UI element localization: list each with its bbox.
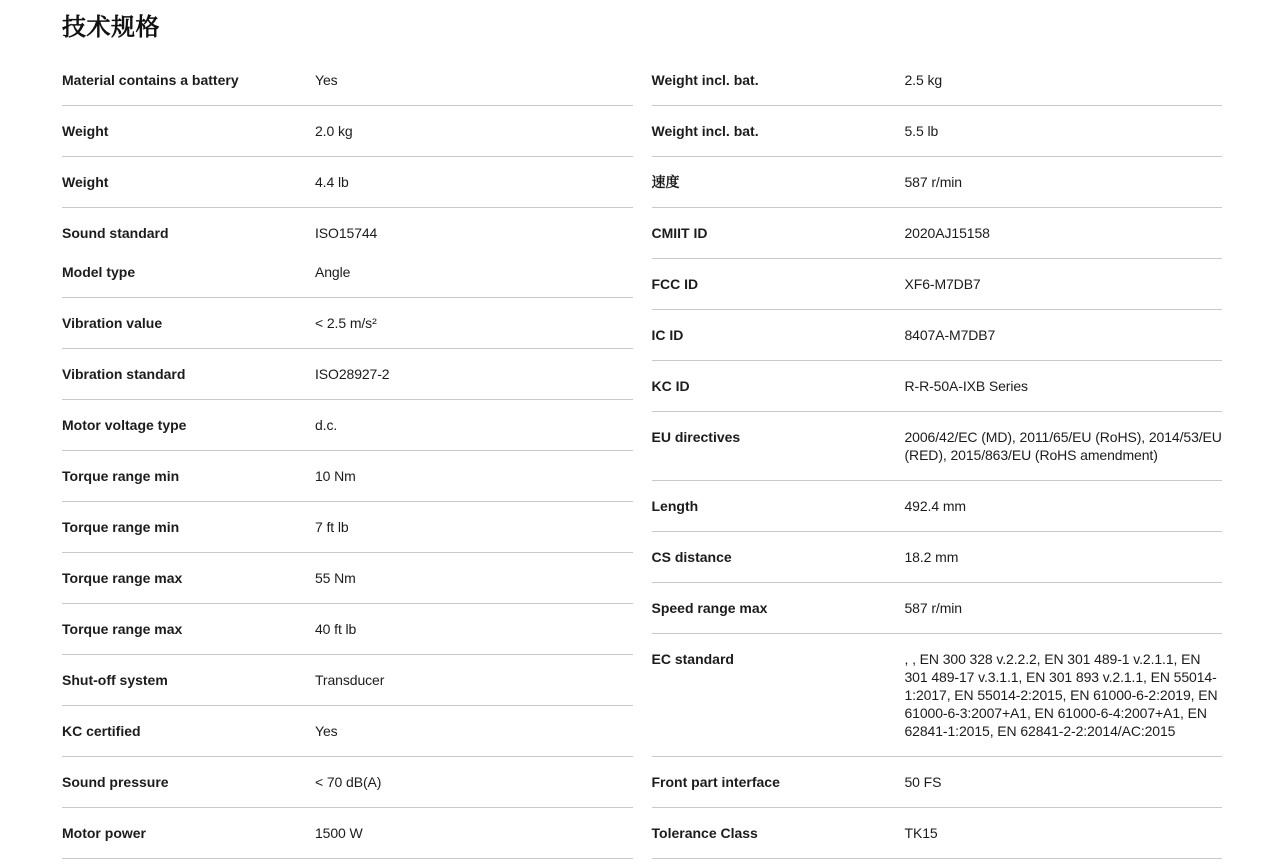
- spec-label: CMIIT ID: [651, 225, 708, 241]
- spec-value: XF6-M7DB7: [904, 276, 981, 292]
- spec-label: Sound standard: [62, 225, 169, 241]
- spec-row: [652, 634, 1223, 757]
- spec-row: [652, 310, 1223, 361]
- spec-label: Torque range min: [62, 468, 180, 484]
- spec-value: 492.4 mm: [904, 498, 966, 514]
- spec-value: 587 r/min: [904, 174, 962, 190]
- spec-entry: [652, 71, 1223, 89]
- spec-row: [62, 808, 633, 859]
- spec-entry: [652, 599, 1223, 617]
- spec-row: [652, 208, 1223, 259]
- spec-entry: [62, 314, 633, 332]
- spec-entry: [652, 497, 1223, 515]
- spec-row: [62, 55, 633, 106]
- spec-label: Tolerance Class: [651, 825, 758, 841]
- spec-entry: [652, 224, 1223, 242]
- spec-label: EU directives: [651, 429, 741, 445]
- spec-value: 8407A-M7DB7: [904, 327, 996, 343]
- spec-entry: [62, 671, 633, 689]
- spec-label: Vibration value: [62, 315, 163, 331]
- spec-value: < 70 dB(A): [315, 774, 382, 790]
- spec-label: Front part interface: [651, 774, 780, 790]
- spec-value: 5.5 lb: [904, 123, 939, 139]
- page-title: 技术规格: [62, 14, 160, 41]
- spec-value: Transducer: [315, 672, 385, 688]
- spec-value: 10 Nm: [315, 468, 356, 484]
- spec-row: [62, 349, 633, 400]
- spec-value: ISO15744: [315, 225, 378, 241]
- spec-value: Yes: [315, 72, 338, 88]
- spec-label: Motor power: [62, 825, 146, 841]
- spec-entry: [62, 518, 633, 536]
- spec-label: Torque range max: [62, 570, 183, 586]
- spec-row: [62, 208, 633, 298]
- spec-value: TK15: [904, 825, 938, 841]
- spec-table-right: [652, 55, 1223, 859]
- spec-table-left: [62, 55, 633, 859]
- spec-label: CS distance: [651, 549, 732, 565]
- spec-label: Speed range max: [651, 600, 768, 616]
- spec-row: [62, 298, 633, 349]
- spec-entry: [652, 326, 1223, 344]
- spec-label: Motor voltage type: [62, 417, 187, 433]
- spec-row: [62, 553, 633, 604]
- spec-value: 4.4 lb: [315, 174, 349, 190]
- spec-entry: [62, 365, 633, 383]
- spec-value: 7 ft lb: [315, 519, 349, 535]
- spec-row: [652, 55, 1223, 106]
- spec-value: Angle: [315, 264, 351, 280]
- spec-label: Weight incl. bat.: [651, 123, 759, 139]
- spec-label: Model type: [62, 264, 136, 280]
- spec-row: [62, 757, 633, 808]
- spec-value: 2.0 kg: [315, 123, 353, 139]
- spec-label: Vibration standard: [62, 366, 186, 382]
- spec-value: d.c.: [315, 417, 338, 433]
- spec-entry: [652, 650, 1223, 740]
- spec-label: Weight incl. bat.: [651, 72, 759, 88]
- spec-value: 40 ft lb: [315, 621, 357, 637]
- spec-value: , , EN 300 328 v.2.2.2, EN 301 489-1 v.2.1.1, EN 301 489-17 v.3.1.1, EN 301 893 v.2.1.1, EN 55014-1:2017, EN 55014-2:2015, EN 61000-6-2:2019, EN 61000-6-3:2007+A1, EN 61000-6-4:2007+A1, EN 62841-1:2015, EN 62841-2-2:2014/AC:2015: [904, 651, 1218, 739]
- spec-entry: [652, 122, 1223, 140]
- spec-row: [652, 361, 1223, 412]
- spec-label: KC ID: [651, 378, 690, 394]
- spec-row: [62, 706, 633, 757]
- spec-row: [62, 157, 633, 208]
- spec-entry: [62, 122, 633, 140]
- spec-entry: [62, 569, 633, 587]
- spec-row: [652, 106, 1223, 157]
- spec-value: ISO28927-2: [315, 366, 390, 382]
- spec-entry: [652, 773, 1223, 791]
- spec-value: 55 Nm: [315, 570, 356, 586]
- spec-row: [652, 259, 1223, 310]
- spec-row: [62, 604, 633, 655]
- spec-row: [62, 106, 633, 157]
- spec-entry: [62, 71, 633, 89]
- spec-label: Torque range min: [62, 519, 180, 535]
- spec-row: [652, 412, 1223, 481]
- spec-label: 速度: [651, 174, 680, 190]
- spec-row: [652, 481, 1223, 532]
- spec-entry: [62, 824, 633, 842]
- spec-label: IC ID: [651, 327, 684, 343]
- spec-entry: [652, 173, 1223, 191]
- spec-value: 1500 W: [315, 825, 363, 841]
- spec-value: 2.5 kg: [904, 72, 943, 88]
- spec-label: Shut-off system: [62, 672, 168, 688]
- spec-entry: [62, 722, 633, 740]
- spec-value: 587 r/min: [904, 600, 962, 616]
- spec-row: [62, 451, 633, 502]
- spec-entry: [652, 824, 1223, 842]
- spec-entry: [62, 773, 633, 791]
- spec-label: EC standard: [651, 651, 734, 667]
- spec-label: KC certified: [62, 723, 141, 739]
- spec-value: Yes: [315, 723, 338, 739]
- spec-row: [652, 757, 1223, 808]
- spec-entry: [62, 620, 633, 638]
- spec-value: 18.2 mm: [904, 549, 959, 565]
- spec-row: [62, 400, 633, 451]
- spec-value: 50 FS: [904, 774, 942, 790]
- spec-value: 2020AJ15158: [904, 225, 990, 241]
- spec-label: Sound pressure: [62, 774, 169, 790]
- spec-label: Weight: [62, 123, 109, 139]
- spec-entry: [652, 548, 1223, 566]
- spec-entry: [652, 275, 1223, 293]
- spec-label: Length: [651, 498, 699, 514]
- spec-value: < 2.5 m/s²: [315, 315, 377, 331]
- spec-row: [652, 157, 1223, 208]
- spec-value: 2006/42/EC (MD), 2011/65/EU (RoHS), 2014/53/EU (RED), 2015/863/EU (RoHS amendment): [904, 429, 1222, 463]
- spec-entry: [652, 377, 1223, 395]
- spec-entry: [62, 173, 633, 191]
- spec-entry: [62, 467, 633, 485]
- spec-tables: [0, 42, 1271, 859]
- spec-label: Torque range max: [62, 621, 183, 637]
- spec-row: [62, 502, 633, 553]
- spec-entry: [62, 224, 633, 242]
- spec-row: [62, 655, 633, 706]
- spec-row: [652, 532, 1223, 583]
- spec-label: Weight: [62, 174, 109, 190]
- spec-value: R-R-50A-IXB Series: [904, 378, 1028, 394]
- spec-label: Material contains a battery: [62, 72, 239, 88]
- spec-entry: [62, 416, 633, 434]
- spec-row: [652, 583, 1223, 634]
- spec-entry: [62, 263, 633, 281]
- spec-entry: [652, 428, 1223, 464]
- spec-label: FCC ID: [651, 276, 699, 292]
- spec-row: [652, 808, 1223, 859]
